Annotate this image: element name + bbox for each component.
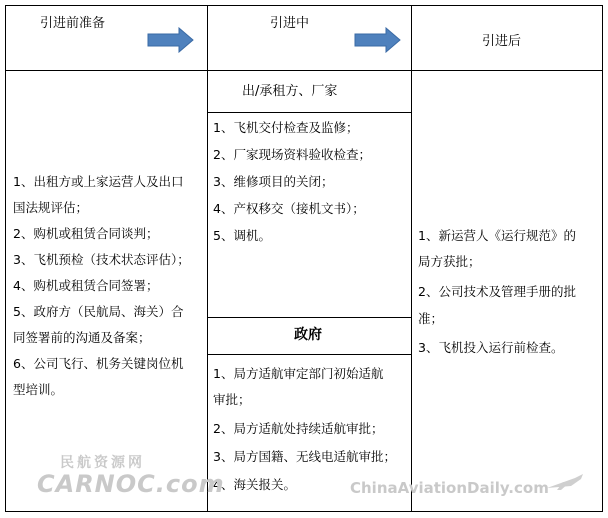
list-item: 1、新运营人《运行规范》的: [418, 228, 576, 243]
header-during: 引进中: [270, 16, 310, 31]
list-item: 4、海关报关。: [213, 477, 296, 492]
arrow-right-icon: [354, 27, 401, 53]
list-item: 5、政府方（民航局、海关）合: [13, 304, 184, 319]
list-item: 5、调机。: [213, 228, 271, 243]
divider-lessor-title: [207, 112, 412, 113]
list-item: 6、公司飞行、机务关键岗位机: [13, 356, 184, 371]
list-item: 4、购机或租赁合同签署；: [13, 278, 159, 293]
list-item: 2、公司技术及管理手册的批: [418, 284, 576, 299]
list-item: 2、厂家现场资料验收检查；: [213, 147, 371, 162]
list-item: 审批；: [213, 392, 251, 407]
gov-title: 政府: [294, 327, 322, 343]
plane-icon: [545, 470, 585, 494]
list-item: 3、飞机预检（技术状态评估）；: [13, 252, 190, 267]
list-item: 3、维修项目的关闭；: [213, 174, 334, 189]
divider-gov-title: [207, 354, 412, 355]
list-item: 4、产权移交（接机文书）；: [213, 201, 365, 216]
list-item: 局方获批；: [418, 254, 481, 269]
list-item: 2、购机或租赁合同谈判；: [13, 226, 159, 241]
border-left: [5, 5, 6, 512]
divider-col-2: [411, 5, 412, 512]
watermark-carnoc-cn: 民航资源网: [60, 455, 145, 471]
list-item: 1、局方适航审定部门初始适航: [213, 366, 384, 381]
header-before: 引进前准备: [40, 16, 106, 31]
list-item: 3、局方国籍、无线电适航审批；: [213, 449, 396, 464]
list-item: 2、局方适航处持续适航审批；: [213, 421, 384, 436]
divider-gov-top: [207, 317, 412, 318]
border-top: [5, 5, 603, 6]
list-item: 3、飞机投入运行前检查。: [418, 340, 564, 355]
watermark-carnoc-en: CARNOC.com: [37, 470, 225, 498]
header-after: 引进后: [482, 34, 522, 49]
list-item: 1、飞机交付检查及监修；: [213, 120, 359, 135]
divider-header: [5, 70, 603, 71]
list-item: 准；: [418, 311, 444, 326]
border-bottom: [5, 511, 603, 512]
list-item: 国法规评估；: [13, 200, 89, 215]
divider-col-1: [207, 5, 208, 512]
lessor-title: 出/承租方、厂家: [242, 84, 338, 99]
border-right: [602, 5, 603, 512]
list-item: 同签署前的沟通及备案；: [13, 330, 151, 345]
arrow-right-icon: [147, 27, 194, 53]
watermark-chinaaviationdaily: ChinaAviationDaily.com: [350, 479, 549, 497]
list-item: 1、出租方或上家运营人及出口: [13, 174, 184, 189]
list-item: 型培训。: [13, 382, 64, 397]
